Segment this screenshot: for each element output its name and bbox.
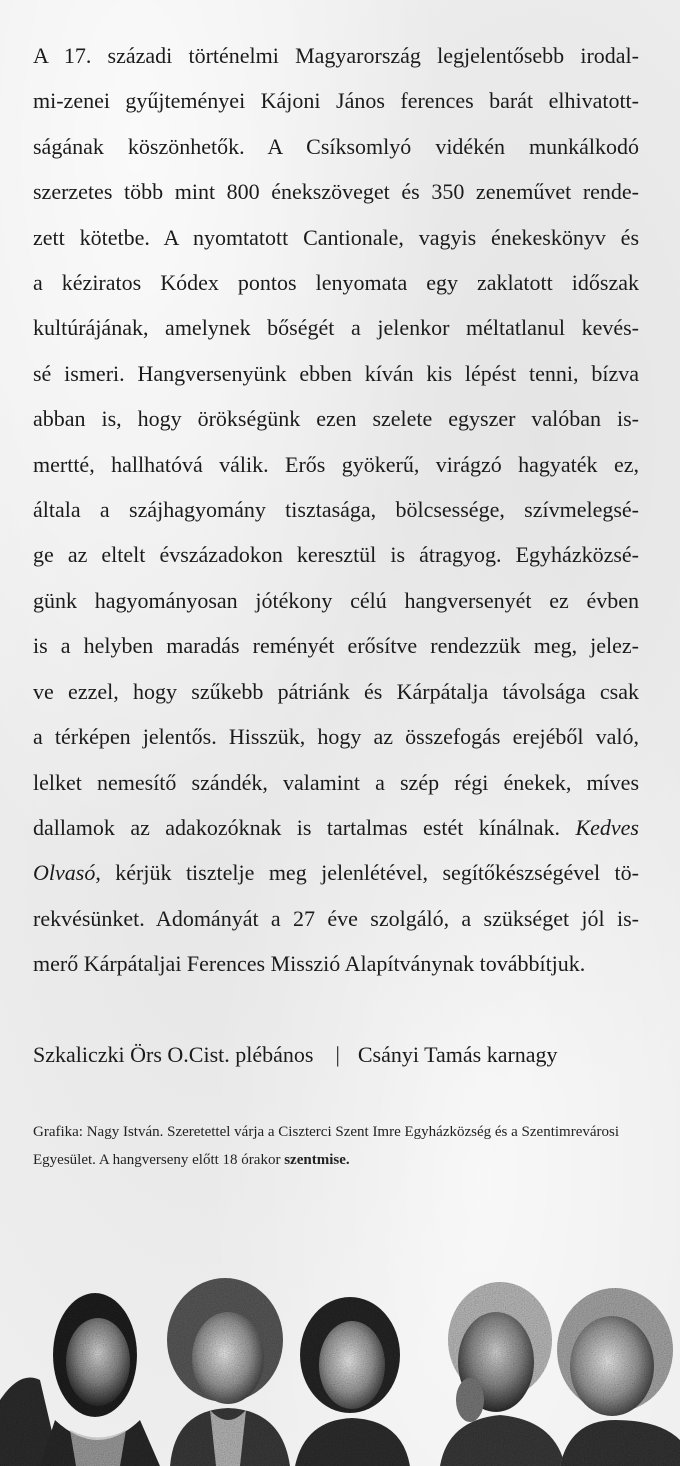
body-line: kultúrájának, amelynek bőségét a jelenkor méltatlanul kevés- xyxy=(33,315,639,341)
body-line: merő Kárpátaljai Ferences Misszió Alapítványnak továbbítjuk. xyxy=(33,951,586,977)
body-line: zett kötetbe. A nyomtatott Cantionale, vagyis énekeskönyv és xyxy=(33,224,639,250)
portrait-4 xyxy=(440,1282,565,1466)
portrait-2 xyxy=(167,1278,290,1466)
greeting-italic: Olvasó xyxy=(33,860,96,886)
body-line: szerzetes több mint 800 énekszöveget és 350 zeneművet rende- xyxy=(33,179,639,205)
body-paragraph xyxy=(33,33,639,987)
body-line: rekvésünket. Adományát a 27 éve szolgáló, a szükséget jól is- xyxy=(33,905,639,931)
body-line: A 17. századi történelmi Magyarország legjelentősebb irodal- xyxy=(33,43,639,68)
body-line: ve ezzel, hogy szűkebb pátriánk és Kárpátalja távolsága csak xyxy=(33,678,639,704)
signature-line xyxy=(33,1040,558,1070)
body-line: a kéziratos Kódex pontos lenyomata egy zaklatott időszak xyxy=(33,270,639,296)
greeting-italic: Kedves xyxy=(575,814,639,840)
portrait-5 xyxy=(557,1288,680,1466)
signature-priest: Szkaliczki Örs O.Cist. plébános xyxy=(33,1042,314,1067)
body-line: mi-zenei gyűjteményei Kájoni János ferences barát elhivatott- xyxy=(33,88,639,114)
credits-note xyxy=(33,1118,643,1174)
body-line: mertté, hallhatóvá válik. Erős gyökerű, virágzó hagyaték ez, xyxy=(33,451,639,477)
credits-mass: szentmise. xyxy=(284,1152,350,1168)
body-line: ge az eltelt évszázadokon keresztül is átragyog. Egyházközsé- xyxy=(33,542,639,568)
body-line xyxy=(33,850,639,895)
body-line: günk hagyományosan jótékony célú hangversenyét ez évben xyxy=(33,587,639,613)
body-line: általa a szájhagyomány tisztasága, bölcsessége, szívmelegsé- xyxy=(33,497,639,523)
body-line: abban is, hogy örökségünk ezen szelete egyszer valóban is- xyxy=(33,406,639,432)
body-line-text: dallamok az adakozóknak is tartalmas estét kínálnak. xyxy=(33,814,576,840)
body-line: sé ismeri. Hangversenyünk ebben kíván kis lépést tenni, bízva xyxy=(33,360,639,386)
body-line-text: , kérjük tisztelje meg jelenlétével, segítőkészségével tö- xyxy=(95,860,639,886)
body-line: lelket nemesítő szándék, valamint a szép régi énekek, míves xyxy=(33,769,639,795)
body-line: a térképen jelentős. Hisszük, hogy az összefogás erejéből való, xyxy=(33,724,639,750)
composer-portraits-illustration xyxy=(0,1270,680,1466)
portrait-3 xyxy=(295,1297,410,1466)
body-line xyxy=(33,805,639,850)
body-line: is a helyben maradás reményét erősítve rendezzük meg, jelez- xyxy=(33,633,639,659)
signature-separator: | xyxy=(335,1042,340,1067)
portrait-1 xyxy=(0,1293,160,1466)
body-line: ságának köszönhetők. A Csíksomlyó vidékén munkálkodó xyxy=(33,133,639,159)
credits-text: Grafika: Nagy István. Szeretettel várja a Ciszterci Szent Imre Egyházközség és a Szentimrevárosi Egyesület. A hangverseny előtt 18 órakor xyxy=(33,1124,620,1168)
signature-conductor: Csányi Tamás karnagy xyxy=(357,1042,558,1067)
